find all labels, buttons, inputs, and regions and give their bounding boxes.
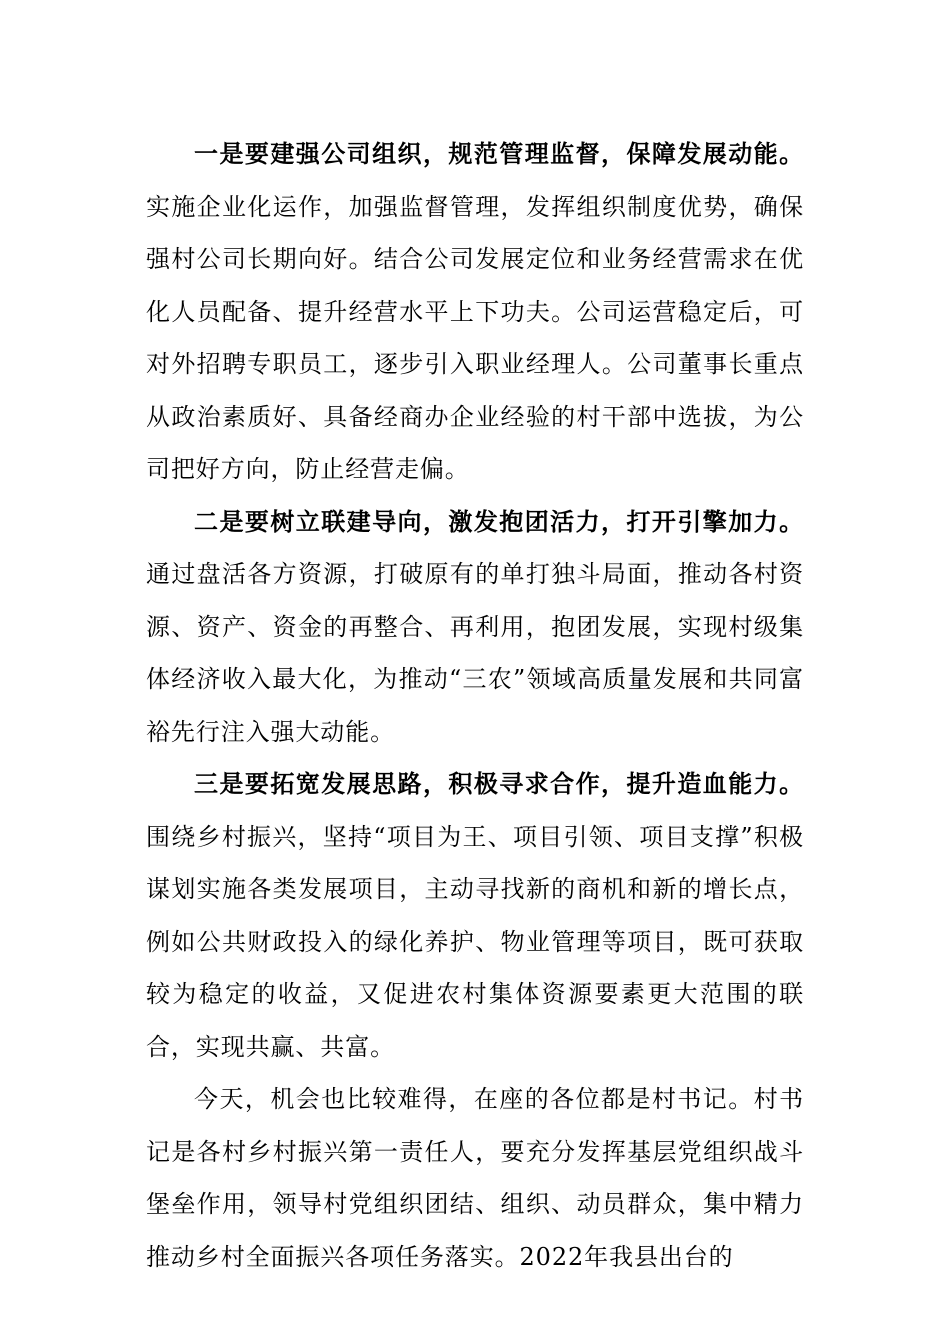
paragraph-2-body: 通过盘活各方资源，打破原有的单打独斗局面，推动各村资源、资产、资金的再整合、再利用，抱团发展，实现村级集体经济收入最大化，为推动“三农”领域高质量发展和共同富裕先行注入强大动能。 bbox=[146, 560, 804, 746]
paragraph-3 bbox=[146, 758, 804, 1073]
paragraph-1-body: 实施企业化运作，加强监督管理，发挥组织制度优势，确保强村公司长期向好。结合公司发展定位和业务经营需求在优化人员配备、提升经营水平上下功夫。公司运营稳定后，可对外招聘专职员工，逐步引入职业经理人。公司董事长重点从政治素质好、具备经商办企业经验的村干部中选拔，为公司把好方向，防止经营走偏。 bbox=[146, 192, 804, 483]
paragraph-3-lead: 三是要拓宽发展思路，积极寻求合作，提升造血能力。 bbox=[194, 769, 804, 798]
paragraph-4 bbox=[146, 1073, 804, 1283]
paragraph-3-body: 围绕乡村振兴，坚持“项目为王、项目引领、项目支撑”积极谋划实施各类发展项目，主动寻找新的商机和新的增长点，例如公共财政投入的绿化养护、物业管理等项目，既可获取较为稳定的收益，又促进农村集体资源要素更大范围的联合，实现共赢、共富。 bbox=[146, 822, 804, 1061]
paragraph-2 bbox=[146, 496, 804, 759]
paragraph-4-body: 今天，机会也比较难得，在座的各位都是村书记。村书记是各村乡村振兴第一责任人，要充分发挥基层党组织战斗堡垒作用，领导村党组织团结、组织、动员群众，集中精力推动乡村全面振兴各项任务落实。2022年我县出台的 bbox=[146, 1085, 804, 1271]
document-page bbox=[146, 128, 804, 1283]
paragraph-2-lead: 二是要树立联建导向，激发抱团活力，打开引擎加力。 bbox=[194, 506, 804, 536]
paragraph-1-lead: 一是要建强公司组织，规范管理监督，保障发展动能。 bbox=[194, 139, 804, 168]
paragraph-1 bbox=[146, 128, 804, 496]
